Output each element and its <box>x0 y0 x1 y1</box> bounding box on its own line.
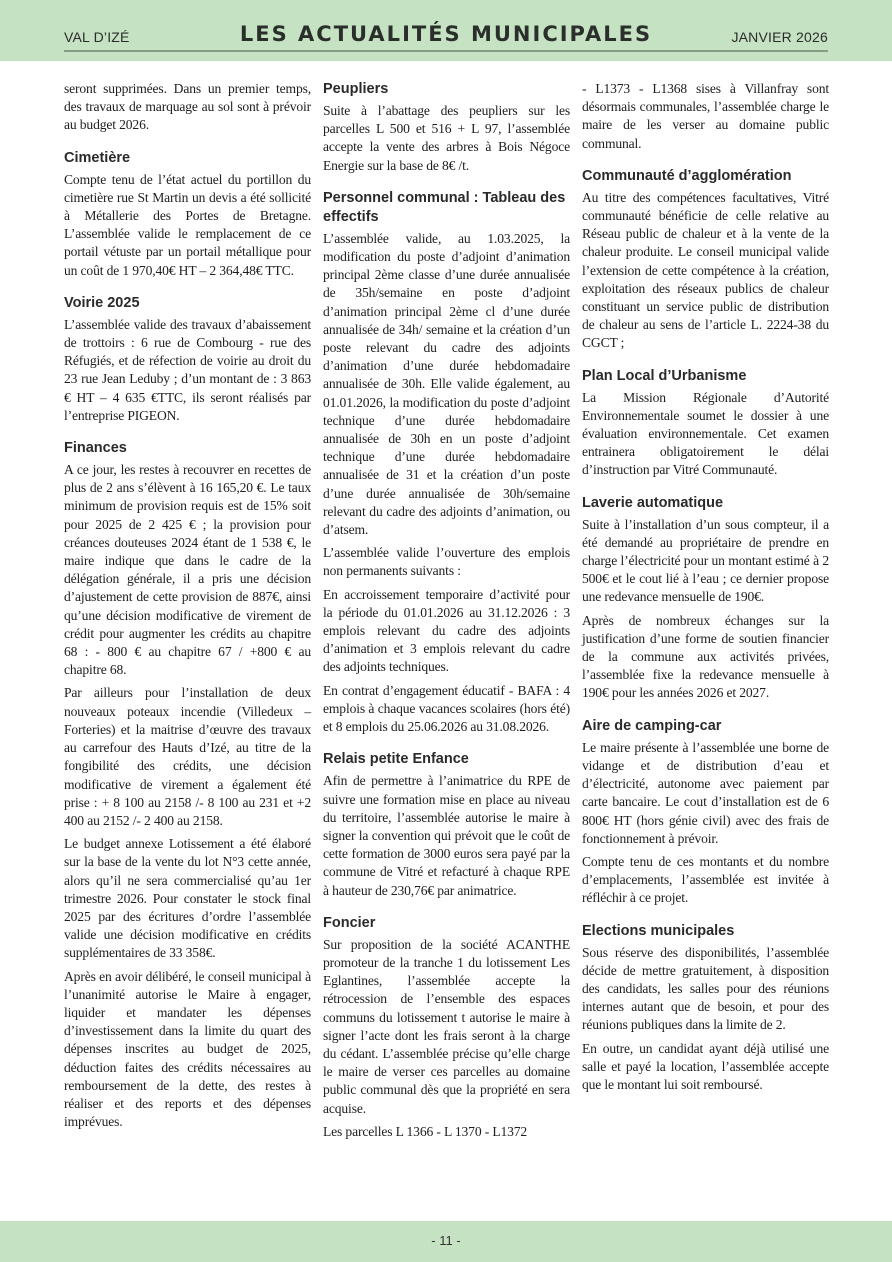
article-section <box>582 367 829 480</box>
section-paragraph: Afin de permettre à l’animatrice du RPE de suivre une formation mise en place au niveau du territoire, l’assemblée autorise le maire à signer la convention qui prévoit que le coût de cette formation de 3000 euros sera payé par la commune de Vitré et refacturé à chaque RPE à hauteur de 230,76€ par animatrice. <box>323 773 570 898</box>
commune-name: VAL D’IZÉ <box>64 29 130 45</box>
column-3 <box>582 80 829 1208</box>
section-paragraph: Au titre des compétences facultatives, Vitré communauté bénéficie de celle relative au Réseau public de chaleur et à la vente de la chaleur produite. Le conseil municipal valide l’extension de cette compétence à la création, exploitation des réseaux publics de chaleur constituant un service public de distribution de chaleur au sens de l’article L. 2224-38 du CGCT ; <box>582 189 829 351</box>
section-paragraph: Après en avoir délibéré, le conseil municipal à l’unanimité autorise le Maire à engager, liquider et mandater les dépenses d’investissement dans la limite du quart des dépenses inscrites au budget de 2025, déduction faites des crédits nécessaires au remboursement de la dette, des restes à réaliser et des reports et des dépenses imprévues. <box>64 968 311 1130</box>
article-section <box>582 80 829 153</box>
section-paragraph: Sur proposition de la société ACANTHE promoteur de la tranche 1 du lotissement Les Eglantines, l’assemblée accepte la rétrocession de l’ensemble des espaces communs du lotissement t autorise le maire à signer l’acte dont les frais seront à la charge du cédant. L’assemblée précise qu’elle charge le maire de verser ces parcelles au domaine public communal dès que la propriété en sera acquise. <box>323 936 570 1116</box>
section-heading: Aire de camping-car <box>582 717 722 734</box>
section-heading: Elections municipales <box>582 922 735 939</box>
section-heading: Peupliers <box>323 81 389 97</box>
article-section <box>323 80 570 175</box>
section-paragraph: - L1373 - L1368 sises à Villanfray sont désormais communales, l’assemblée charge le maire de les verser au domaine public communal. <box>582 81 829 151</box>
article-section <box>582 167 829 353</box>
section-paragraph: En contrat d’engagement éducatif - BAFA : 4 emplois à chaque vacances scolaires (hors été) et 8 emplois du 25.06.2026 au 31.08.2026. <box>323 682 570 735</box>
article-section <box>323 189 570 736</box>
section-paragraph: En outre, un candidat ayant déjà utilisé une salle et payé la location, l’assemblée accepte que le montant lui soit remboursé. <box>582 1040 829 1092</box>
section-heading: Personnel communal : Tableau des effectifs <box>323 189 566 225</box>
section-heading: Communauté d’agglomération <box>582 167 792 184</box>
issue-date: JANVIER 2026 <box>731 29 828 45</box>
article-section <box>323 914 570 1141</box>
article-section <box>323 750 570 899</box>
section-heading: Relais petite Enfance <box>323 751 469 768</box>
section-paragraph: A ce jour, les restes à recouvrer en recettes de plus de 2 ans s’élèvent à 16 165,20 €. Le taux minimum de provision requis est de 15% soit pour 2025 de 2 425 € ; la provision pour créances douteuses 2024 étant de 1 538 €, le maire indique que dans le cadre de la délégation générale, il a pris une décision d’ajustement de cette provision de 887€, ainsi qu’une décision modificative de virement de crédit pour augmenter les crédits au chapitre 68 : - 800 € au chapitre 67 / +800 € au chapitre 68. <box>64 462 311 678</box>
section-heading: Laverie automatique <box>582 494 724 511</box>
article-section <box>582 494 829 703</box>
article-section <box>64 149 311 280</box>
article-columns <box>64 80 830 1208</box>
section-paragraph: L’assemblée valide, au 1.03.2025, la modification du poste d’adjoint d’animation principal 2ème classe d’une durée annualisée de 35h/semaine en poste d’adjoint d’animation principal 2ème cl d’une durée annualisée de 34h/ semaine et la création d’un poste relevant du cadre des adjoints d’animation d’une durée hebdomadaire annualisée de 30h. Elle valide également, au 01.01.2026, la modification du poste d’adjoint technique d’une durée hebdomadaire annualisée de 30h en un poste d’adjoint technique d’une durée hebdomadaire annualisée de 31 et la création d’un poste d’une durée annualisée de 30h/semaine relevant du cadre des adjoints d’animation, ou d’atsem. <box>323 230 570 538</box>
section-heading: Cimetière <box>64 149 131 166</box>
section-paragraph: Par ailleurs pour l’installation de deux nouveaux poteaux incendie (Villedeux – Forteries) et la maitrise d’œuvre des travaux au carrefour des Hauts d’Izé, au titre de la fongibilité des crédits, une décision modificative de virement a également été prise : + 8 100 au 2158 /- 8 100 au 231 et +2 400 au 2152 /- 2 400 au 2158. <box>64 685 311 828</box>
page-header <box>0 0 892 61</box>
column-1 <box>64 80 311 1208</box>
article-section <box>582 717 829 908</box>
section-heading: Plan Local d’Urbanisme <box>582 367 747 384</box>
section-paragraph: Compte tenu de l’état actuel du portillon du cimetière rue St Martin un devis a été sollicité à Métallerie des Portes de Bretagne. L’assemblée valide le remplacement de ce portail vétuste par un portail métallique pour un coût de 1 970,40€ HT – 2 364,48€ TTC. <box>64 171 311 278</box>
section-paragraph: Après de nombreux échanges sur la justification d’une forme de soutien financier de la commune aux activités privées, l’assemblée fixe la redevance mensuelle à 190€ pour les années 2026 et 2027. <box>582 612 829 701</box>
header-rule <box>64 50 828 52</box>
section-paragraph: Suite à l’abattage des peupliers sur les parcelles L 500 et 516 + L 97, l’assemblée accepte la vente des arbres à Bois Négoce Energie sur la base de 8€ /t. <box>323 103 570 173</box>
section-paragraph: Le budget annexe Lotissement a été élaboré sur la base de la vente du lot N°3 cette année, alors qu’il ne sera commercialisé qu’au 1er trimestre 2026. Pour constater le stock final 2025 par des écritures d’ordre l’assemblée valide une décision modificative en crédits supplémentaires de 33 358€. <box>64 836 311 961</box>
article-section <box>64 294 311 425</box>
section-paragraph: seront supprimées. Dans un premier temps, des travaux de marquage au sol sont à prévoir au budget 2026. <box>64 81 311 133</box>
section-heading: Finances <box>64 440 127 457</box>
column-2 <box>323 80 570 1208</box>
section-paragraph: Compte tenu de ces montants et du nombre d’emplacements, l’assemblée est invitée à réfléchir à ce projet. <box>582 853 829 906</box>
page-number: - 11 - <box>431 1233 461 1248</box>
page-footer <box>0 1221 892 1262</box>
section-paragraph: Sous réserve des disponibilités, l’assemblée décide de mettre gratuitement, à disposition des candidats, les salles pour des réunions internes autant que de besoin, et pour des réunions publiques dans la limite de 2. <box>582 944 829 1033</box>
section-paragraph: Le maire présente à l’assemblée une borne de vidange et de distribution d’eau et d’électricité, autonome avec paiement par carte bancaire. Le cout d’installation est de 6 800€ HT (hors génie civil) avec des frais de fonctionnement à prévoir. <box>582 739 829 846</box>
section-paragraph: L’assemblée valide des travaux d’abaissement de trottoirs : 6 rue de Combourg - rue des Réfugiés, et de réfection de voirie au droit du 23 rue Jean Leduby ; d’un montant de : 3 863 € HT – 4 635 €TTC, ils seront réalisés par l’entreprise PIGEON. <box>64 316 311 423</box>
article-section <box>64 439 311 1131</box>
publication-title: LES ACTUALITÉS MUNICIPALES <box>239 22 653 46</box>
section-paragraph: Suite à l’installation d’un sous compteur, il a été demandé au propriétaire de prendre en charge l’électricité pour un montant estimé à 2 500€ et le cout lié à l’eau ; ce dernier propose une redevance mensuelle de 190€. <box>582 516 829 605</box>
section-paragraph: L’assemblée valide l’ouverture des emplois non permanents suivants : <box>323 545 570 579</box>
section-heading: Voirie 2025 <box>64 294 140 311</box>
section-paragraph: La Mission Régionale d’Autorité Environnementale soumet le dossier à une évaluation environnementale. Cet examen entrainera obligatoirement le délai d’instruction par Vitré Communauté. <box>582 389 829 478</box>
section-paragraph: En accroissement temporaire d’activité pour la période du 01.01.2026 au 31.12.2026 : 3 emplois relevant du cadre des adjoints d’animation et 3 emplois relevant du cadre des adjoints techniques. <box>323 586 570 675</box>
article-section <box>582 922 829 1095</box>
article-section <box>64 80 311 135</box>
section-heading: Foncier <box>323 914 376 931</box>
section-paragraph: Les parcelles L 1366 - L 1370 - L1372 <box>323 1123 528 1139</box>
